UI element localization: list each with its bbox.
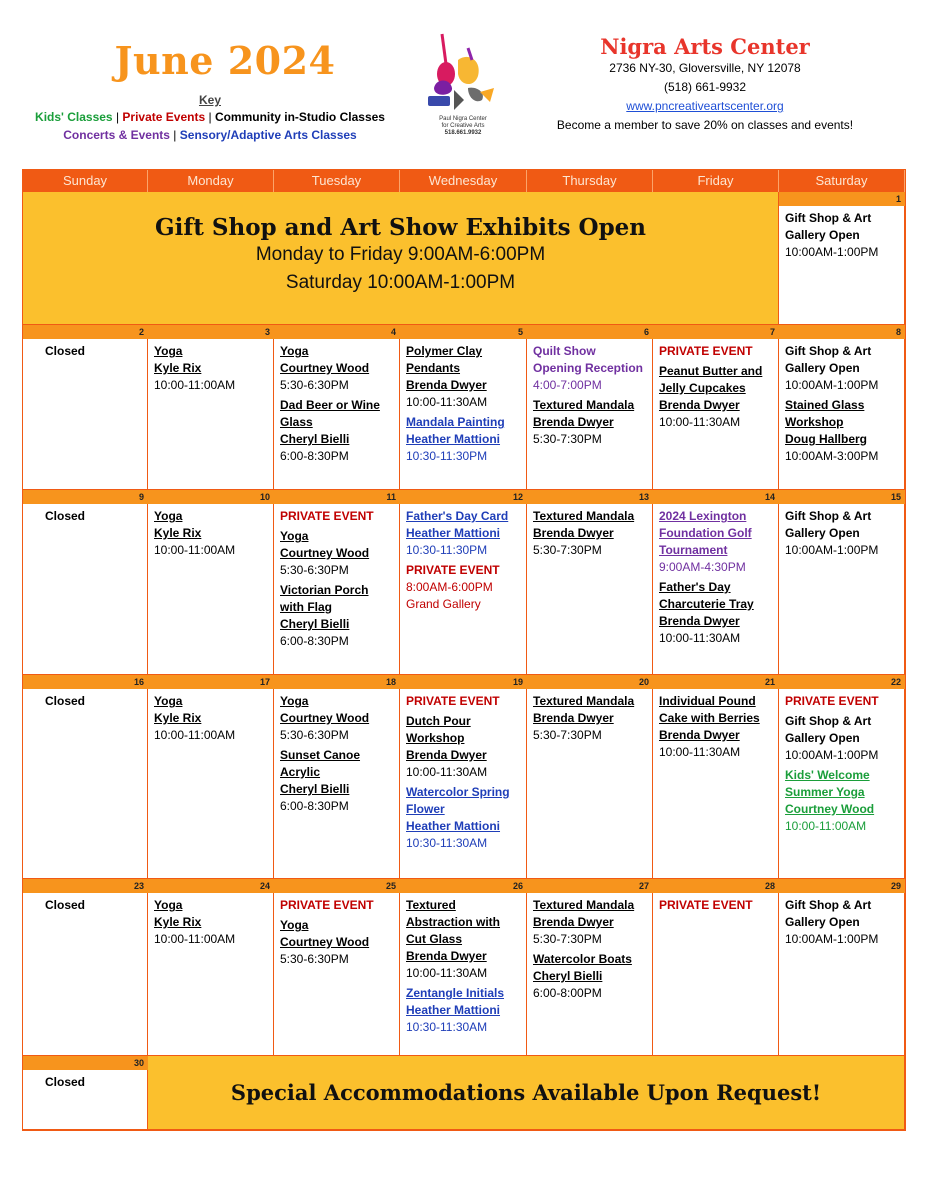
event-item — [406, 343, 520, 411]
header — [0, 0, 927, 165]
event-time: 5:30-7:30PM — [533, 543, 602, 557]
day-cell — [779, 893, 905, 1056]
key-line-1 — [20, 110, 400, 124]
event-title[interactable]: Yoga — [280, 344, 309, 358]
event-time: 5:30-7:30PM — [533, 432, 602, 446]
event-title[interactable]: Textured Abstraction with Cut Glass — [406, 898, 501, 946]
org-promo: Become a member to save 20% on classes and events! — [556, 118, 854, 132]
day-cell — [779, 504, 905, 675]
event-instructor: Kyle Rix — [154, 526, 202, 540]
date-number: 19 — [512, 677, 523, 687]
day-cell — [653, 339, 779, 490]
event-title[interactable]: Gift Shop & Art Gallery Open — [785, 898, 872, 929]
event-item — [406, 897, 520, 982]
event-time: 10:00-11:00AM — [154, 378, 236, 392]
event-time: 10:00-11:00AM — [154, 543, 236, 557]
day-cell — [148, 339, 274, 490]
event-time: 5:30-7:30PM — [533, 728, 602, 742]
event-title[interactable]: Zentangle Initials — [406, 986, 505, 1000]
key-sensory: Sensory/Adaptive Arts Classes — [179, 128, 357, 142]
event-title[interactable]: Mandala Painting — [406, 415, 505, 429]
event-instructor: Courtney Wood — [280, 361, 370, 375]
day-header-friday: Friday — [653, 170, 779, 192]
event-item — [659, 363, 772, 431]
event-time: 6:00-8:00PM — [533, 986, 602, 1000]
date-number: 30 — [133, 1058, 144, 1068]
event-title[interactable]: 2024 Lexington Foundation Golf Tournament — [659, 509, 752, 557]
event-item — [785, 693, 898, 710]
org-name: Nigra Arts Center — [600, 34, 810, 59]
event-title[interactable]: Gift Shop & Art Gallery Open — [785, 344, 872, 375]
day-cell — [653, 893, 779, 1056]
key-concerts: Concerts & Events — [63, 128, 170, 142]
event-item — [280, 897, 393, 914]
date-number: 14 — [764, 492, 775, 502]
event-item — [29, 693, 141, 710]
event-time: 10:30-11:30PM — [406, 543, 488, 557]
day-cell — [23, 689, 148, 879]
banner-hours-saturday: Saturday 10:00AM-1:00PM — [285, 272, 516, 293]
event-item — [533, 897, 646, 948]
event-time: 10:00-11:30AM — [659, 415, 741, 429]
event-instructor: Brenda Dwyer — [533, 915, 614, 929]
event-item — [785, 767, 898, 835]
date-number: 1 — [895, 194, 901, 204]
closed-label: Closed — [44, 694, 85, 708]
date-number: 25 — [385, 881, 396, 891]
date-number: 4 — [390, 327, 396, 337]
day-header-monday: Monday — [148, 170, 274, 192]
event-item — [29, 343, 141, 360]
date-number: 2 — [138, 327, 144, 337]
event-item — [154, 693, 267, 744]
event-instructor: Brenda Dwyer — [659, 614, 740, 628]
event-item — [659, 897, 772, 914]
key-separator: | — [208, 110, 212, 124]
event-instructor: Cheryl Bielli — [280, 782, 350, 796]
event-item — [406, 985, 520, 1036]
event-instructor: Brenda Dwyer — [406, 748, 487, 762]
event-title[interactable]: Textured Mandala — [533, 898, 635, 912]
day-cell — [779, 689, 905, 879]
event-instructor: Cheryl Bielli — [280, 617, 350, 631]
date-number: 11 — [386, 492, 396, 502]
day-cell — [400, 339, 527, 490]
date-number: 29 — [890, 881, 901, 891]
event-instructor: Brenda Dwyer — [659, 398, 740, 412]
event-item — [533, 397, 646, 448]
event-time: 10:00-11:30AM — [659, 631, 741, 645]
event-title[interactable]: Yoga — [154, 509, 183, 523]
event-time: 10:00-11:30AM — [406, 395, 488, 409]
private-event-label: PRIVATE EVENT — [280, 509, 374, 523]
closed-label: Closed — [44, 509, 85, 523]
day-cell — [148, 893, 274, 1056]
day-cell — [148, 689, 274, 879]
event-item — [659, 579, 772, 647]
event-item — [785, 397, 898, 465]
date-number: 10 — [259, 492, 270, 502]
event-title[interactable]: Gift Shop & Art Gallery Open — [785, 211, 872, 242]
banner-accommodations — [148, 1056, 905, 1130]
day-cell — [779, 339, 905, 490]
event-time: 10:00-11:00AM — [785, 819, 867, 833]
day-header-wednesday: Wednesday — [400, 170, 527, 192]
event-title[interactable]: Kids' Welcome Summer Yoga — [785, 768, 870, 799]
event-title[interactable]: Dutch Pour Workshop — [406, 714, 471, 745]
day-cell — [148, 504, 274, 675]
event-item — [785, 508, 898, 559]
event-item — [406, 562, 520, 613]
event-time: 10:00AM-1:00PM — [785, 543, 879, 557]
day-cell — [23, 893, 148, 1056]
date-number: 23 — [133, 881, 144, 891]
page-title: June 2024 — [114, 38, 336, 83]
key-separator: | — [115, 110, 120, 124]
day-cell — [400, 689, 527, 879]
logo-line: Paul Nigra Center — [439, 116, 487, 122]
event-item — [785, 713, 898, 764]
event-instructor: Cheryl Bielli — [280, 432, 350, 446]
event-time: 10:00-11:30AM — [406, 765, 488, 779]
event-title[interactable]: Gift Shop & Art Gallery Open — [785, 714, 872, 745]
event-instructor: Kyle Rix — [154, 361, 202, 375]
event-time: 5:30-7:30PM — [533, 932, 602, 946]
event-item — [533, 508, 646, 559]
event-item — [659, 693, 772, 761]
event-instructor: Courtney Wood — [280, 935, 370, 949]
event-title[interactable]: Gift Shop & Art Gallery Open — [785, 509, 872, 540]
event-title[interactable]: Polymer Clay Pendants — [406, 344, 483, 375]
event-title[interactable]: Textured Mandala — [533, 694, 635, 708]
day-cell — [527, 893, 653, 1056]
event-time: 10:00-11:30AM — [659, 745, 741, 759]
day-cell — [23, 504, 148, 675]
event-item — [406, 784, 520, 852]
banner-exhibits-open — [23, 192, 779, 325]
org-address: 2736 NY-30, Gloversville, NY 12078 — [609, 61, 801, 75]
event-instructor: Kyle Rix — [154, 915, 202, 929]
day-cell — [653, 689, 779, 879]
event-time: 10:00AM-1:00PM — [785, 378, 879, 392]
day-header-sunday: Sunday — [23, 170, 148, 192]
closed-label: Closed — [44, 1075, 85, 1089]
event-time: 6:00-8:30PM — [280, 634, 349, 648]
event-instructor: Courtney Wood — [280, 711, 370, 725]
event-time: 10:00-11:00AM — [154, 728, 236, 742]
date-number: 16 — [133, 677, 144, 687]
private-event-label: PRIVATE EVENT — [659, 898, 753, 912]
event-item — [280, 917, 393, 968]
event-title[interactable]: Yoga — [280, 694, 309, 708]
event-item — [280, 582, 393, 650]
date-number: 8 — [895, 327, 901, 337]
banner-accommodations-title: Special Accommodations Available Upon Request! — [230, 1080, 822, 1105]
day-cell — [23, 1070, 148, 1130]
date-number: 18 — [385, 677, 396, 687]
private-event-label: PRIVATE EVENT — [785, 694, 879, 708]
date-number: 17 — [259, 677, 270, 687]
key-label: Key — [198, 93, 221, 107]
private-event-label: PRIVATE EVENT — [659, 344, 753, 358]
event-time: 4:00-7:00PM — [533, 378, 602, 392]
date-number: 24 — [259, 881, 270, 891]
date-number: 6 — [643, 327, 649, 337]
date-number: 13 — [638, 492, 649, 502]
date-number: 9 — [138, 492, 144, 502]
day-cell — [400, 504, 527, 675]
event-title[interactable]: Stained Glass Workshop — [785, 398, 865, 429]
key-community: Community in-Studio Classes — [214, 110, 385, 124]
event-title[interactable]: Yoga — [154, 344, 183, 358]
key-line-2 — [20, 128, 400, 142]
event-item — [29, 508, 141, 525]
event-title[interactable]: Yoga — [280, 918, 309, 932]
key-private: Private Events — [122, 110, 206, 124]
event-title[interactable]: Yoga — [154, 694, 183, 708]
event-instructor: Kyle Rix — [154, 711, 202, 725]
event-instructor: Heather Mattioni — [406, 1003, 501, 1017]
event-item — [406, 508, 520, 559]
day-cell — [274, 893, 400, 1056]
event-item — [406, 713, 520, 781]
event-instructor: Brenda Dwyer — [533, 415, 614, 429]
event-instructor: Brenda Dwyer — [406, 378, 487, 392]
date-number: 3 — [264, 327, 270, 337]
event-instructor: Heather Mattioni — [406, 526, 501, 540]
event-time: 10:00AM-1:00PM — [785, 245, 879, 259]
event-time: 5:30-6:30PM — [280, 378, 349, 392]
event-item — [533, 693, 646, 744]
event-item — [154, 897, 267, 948]
day-cell — [274, 689, 400, 879]
logo-caption — [418, 116, 508, 137]
day-cell — [274, 504, 400, 675]
event-time: 10:30-11:30AM — [406, 1020, 488, 1034]
event-instructor: Courtney Wood — [785, 802, 875, 816]
event-time: 5:30-6:30PM — [280, 728, 349, 742]
event-title[interactable]: Quilt Show Opening Reception — [533, 344, 644, 375]
private-event-label: PRIVATE EVENT — [406, 563, 500, 577]
date-number: 7 — [769, 327, 775, 337]
day-header-saturday: Saturday — [779, 170, 905, 192]
event-instructor: Heather Mattioni — [406, 819, 501, 833]
closed-label: Closed — [44, 898, 85, 912]
event-time: 5:30-6:30PM — [280, 563, 349, 577]
org-website-link[interactable]: www.pncreativeartscenter.org — [626, 99, 784, 113]
day-cell — [653, 504, 779, 675]
day-header-thursday: Thursday — [527, 170, 653, 192]
event-time: 10:00AM-3:00PM — [785, 449, 879, 463]
calendar-grid — [22, 169, 906, 1131]
date-number: 5 — [517, 327, 523, 337]
event-title[interactable]: Yoga — [154, 898, 183, 912]
event-instructor: Courtney Wood — [280, 546, 370, 560]
event-item — [280, 397, 393, 465]
banner-title: Gift Shop and Art Show Exhibits Open — [154, 214, 647, 241]
event-title[interactable]: Textured Mandala — [533, 398, 635, 412]
event-item — [29, 1074, 141, 1091]
event-time: 9:00AM-4:30PM — [659, 560, 746, 574]
event-item — [659, 343, 772, 360]
day-cell — [23, 339, 148, 490]
event-time: 10:00AM-1:00PM — [785, 748, 879, 762]
event-item — [406, 414, 520, 465]
day-cell — [779, 206, 905, 325]
date-number: 15 — [890, 492, 901, 502]
event-item — [280, 693, 393, 744]
event-title[interactable]: Sunset Canoe Acrylic — [280, 748, 361, 779]
banner-hours-weekday: Monday to Friday 9:00AM-6:00PM — [255, 244, 546, 265]
event-time: 10:00AM-1:00PM — [785, 932, 879, 946]
date-number: 22 — [890, 677, 901, 687]
event-item — [533, 951, 646, 1002]
event-item — [154, 508, 267, 559]
date-number: 20 — [638, 677, 649, 687]
event-time: 10:00-11:30AM — [406, 966, 488, 980]
event-item — [280, 528, 393, 579]
org-info — [540, 34, 870, 135]
event-time: 8:00AM-6:00PM — [406, 580, 493, 594]
event-title[interactable]: Victorian Porch with Flag — [280, 583, 369, 614]
event-title[interactable]: Watercolor Boats — [533, 952, 632, 966]
date-number: 21 — [764, 677, 775, 687]
event-instructor: Brenda Dwyer — [659, 728, 740, 742]
event-item — [280, 508, 393, 525]
event-item — [785, 343, 898, 394]
event-instructor: Brenda Dwyer — [533, 711, 614, 725]
event-time: 6:00-8:30PM — [280, 799, 349, 813]
event-instructor: Heather Mattioni — [406, 432, 501, 446]
event-title[interactable]: Father's Day Charcuterie Tray — [659, 580, 754, 611]
key-kids: Kids' Classes — [35, 110, 113, 124]
event-item — [659, 508, 772, 576]
event-time: 5:30-6:30PM — [280, 952, 349, 966]
event-item — [406, 693, 520, 710]
day-cell — [274, 339, 400, 490]
event-time: 6:00-8:30PM — [280, 449, 349, 463]
event-title[interactable]: Individual Pound Cake with Berries — [659, 694, 760, 725]
event-location: Grand Gallery — [406, 597, 481, 611]
event-title[interactable]: Textured Mandala — [533, 509, 635, 523]
event-instructor: Doug Hallberg — [785, 432, 868, 446]
event-time: 10:30-11:30AM — [406, 836, 488, 850]
date-number: 12 — [512, 492, 523, 502]
logo-phone: 518.661.9932 — [444, 130, 482, 136]
day-cell — [527, 689, 653, 879]
event-item — [785, 210, 898, 261]
event-instructor: Cheryl Bielli — [533, 969, 603, 983]
event-title[interactable]: Father's Day Card — [406, 509, 509, 523]
event-title[interactable]: Dad Beer or Wine Glass — [280, 398, 380, 429]
key-separator: | — [173, 128, 177, 142]
event-item — [154, 343, 267, 394]
date-number: 27 — [638, 881, 649, 891]
event-item — [533, 343, 646, 394]
date-number: 26 — [512, 881, 523, 891]
event-title[interactable]: Yoga — [280, 529, 309, 543]
day-cell — [527, 504, 653, 675]
event-instructor: Brenda Dwyer — [533, 526, 614, 540]
event-item — [280, 747, 393, 815]
private-event-label: PRIVATE EVENT — [406, 694, 500, 708]
event-title[interactable]: Watercolor Spring Flower — [406, 785, 510, 816]
day-header-tuesday: Tuesday — [274, 170, 400, 192]
closed-label: Closed — [44, 344, 85, 358]
event-time: 10:30-11:30PM — [406, 449, 488, 463]
event-title[interactable]: Peanut Butter and Jelly Cupcakes — [659, 364, 763, 395]
event-item — [280, 343, 393, 394]
event-item — [785, 897, 898, 948]
event-time: 10:00-11:00AM — [154, 932, 236, 946]
day-cell — [527, 339, 653, 490]
date-number: 28 — [764, 881, 775, 891]
event-instructor: Brenda Dwyer — [406, 949, 487, 963]
org-phone: (518) 661-9932 — [663, 80, 747, 94]
logo-line: for Creative Arts — [441, 123, 485, 129]
day-cell — [400, 893, 527, 1056]
private-event-label: PRIVATE EVENT — [280, 898, 374, 912]
event-item — [29, 897, 141, 914]
